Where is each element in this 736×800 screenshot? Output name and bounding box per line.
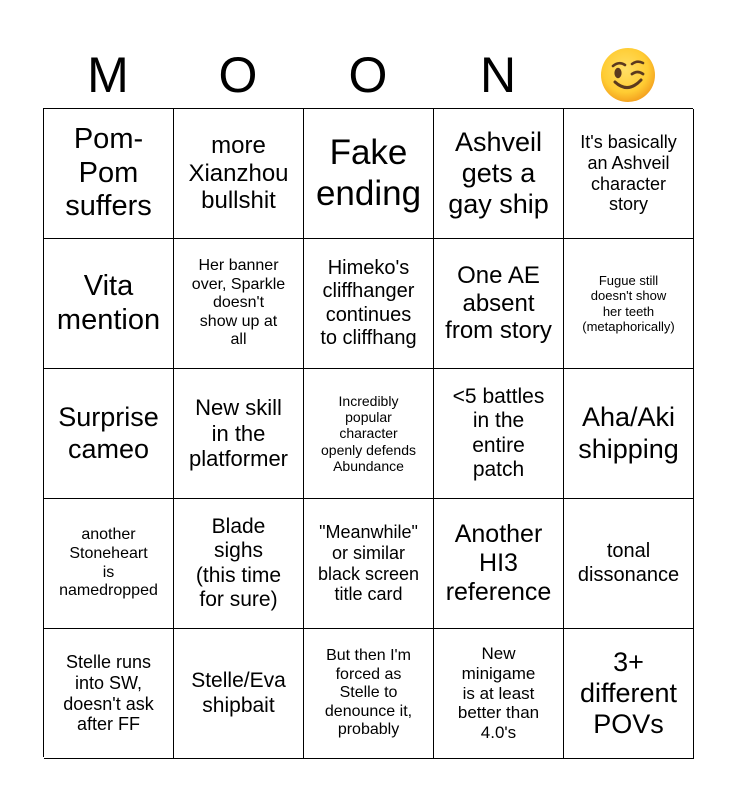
header-letter-o: O	[218, 47, 258, 103]
cell-text: more Xianzhou bullshit	[188, 131, 289, 215]
bingo-cell[interactable]	[304, 499, 434, 629]
cell-text: New minigame is at least better than 4.0's	[457, 644, 540, 743]
header-letter-m: M	[87, 47, 129, 103]
header-emoji	[563, 42, 693, 108]
bingo-header	[43, 42, 693, 108]
winking-face-icon	[600, 47, 656, 103]
bingo-cell[interactable]	[564, 499, 694, 629]
cell-text: Surprise cameo	[58, 402, 159, 464]
cell-text: another Stoneheart is namedropped	[59, 526, 158, 600]
bingo-cell[interactable]	[434, 499, 564, 629]
bingo-cell[interactable]	[44, 109, 174, 239]
cell-text: Fugue still doesn't show her teeth (metaphorically)	[582, 273, 675, 334]
cell-text: Incredibly popular character openly defends Abundance	[321, 392, 416, 474]
bingo-cell[interactable]	[304, 629, 434, 759]
bingo-cell[interactable]	[174, 629, 304, 759]
bingo-cell[interactable]	[174, 369, 304, 499]
bingo-cell[interactable]	[304, 109, 434, 239]
cell-text: "Meanwhile" or similar black screen title card	[317, 521, 420, 605]
cell-text: Vita mention	[56, 269, 161, 336]
bingo-cell[interactable]	[44, 499, 174, 629]
cell-text: Himeko's cliffhanger continues to cliffhang	[320, 257, 417, 349]
bingo-board	[43, 108, 693, 757]
bingo-cell[interactable]	[174, 109, 304, 239]
cell-text: Fake ending	[315, 132, 422, 213]
bingo-cell[interactable]	[174, 239, 304, 369]
cell-text: Aha/Aki shipping	[578, 402, 679, 464]
cell-text: But then I'm forced as Stelle to denounce it, probably	[324, 647, 413, 739]
bingo-cell[interactable]	[434, 629, 564, 759]
header-letter-o-second: O	[348, 47, 388, 103]
cell-text: Another HI3 reference	[445, 520, 552, 606]
cell-text: tonal dissonance	[577, 540, 680, 586]
bingo-cell[interactable]	[434, 369, 564, 499]
bingo-cell[interactable]	[434, 109, 564, 239]
cell-text: 3+ different POVs	[579, 646, 678, 740]
cell-text: Blade sighs (this time for sure)	[195, 514, 282, 611]
bingo-cell[interactable]	[564, 239, 694, 369]
cell-text: Stelle runs into SW, doesn't ask after FF	[63, 651, 154, 735]
bingo-cell[interactable]	[564, 109, 694, 239]
bingo-cell[interactable]	[304, 239, 434, 369]
cell-text: Stelle/Eva shipbait	[191, 669, 286, 717]
bingo-cell[interactable]	[44, 369, 174, 499]
cell-text: Her banner over, Sparkle doesn't show up at all	[191, 257, 286, 349]
cell-text: Pom- Pom suffers	[65, 123, 152, 223]
cell-text: One AE absent from story	[445, 261, 552, 345]
bingo-cell[interactable]	[174, 499, 304, 629]
cell-text: It's basically an Ashveil character story	[580, 131, 677, 215]
bingo-cell[interactable]	[564, 369, 694, 499]
bingo-cell[interactable]	[44, 239, 174, 369]
cell-text: New skill in the platformer	[188, 395, 289, 472]
bingo-cell[interactable]	[434, 239, 564, 369]
header-letter-n: N	[479, 47, 517, 103]
bingo-cell[interactable]	[564, 629, 694, 759]
bingo-cell[interactable]	[304, 369, 434, 499]
bingo-cell[interactable]	[44, 629, 174, 759]
cell-text: Ashveil gets a gay ship	[448, 126, 549, 220]
cell-text: <5 battles in the entire patch	[452, 384, 545, 481]
